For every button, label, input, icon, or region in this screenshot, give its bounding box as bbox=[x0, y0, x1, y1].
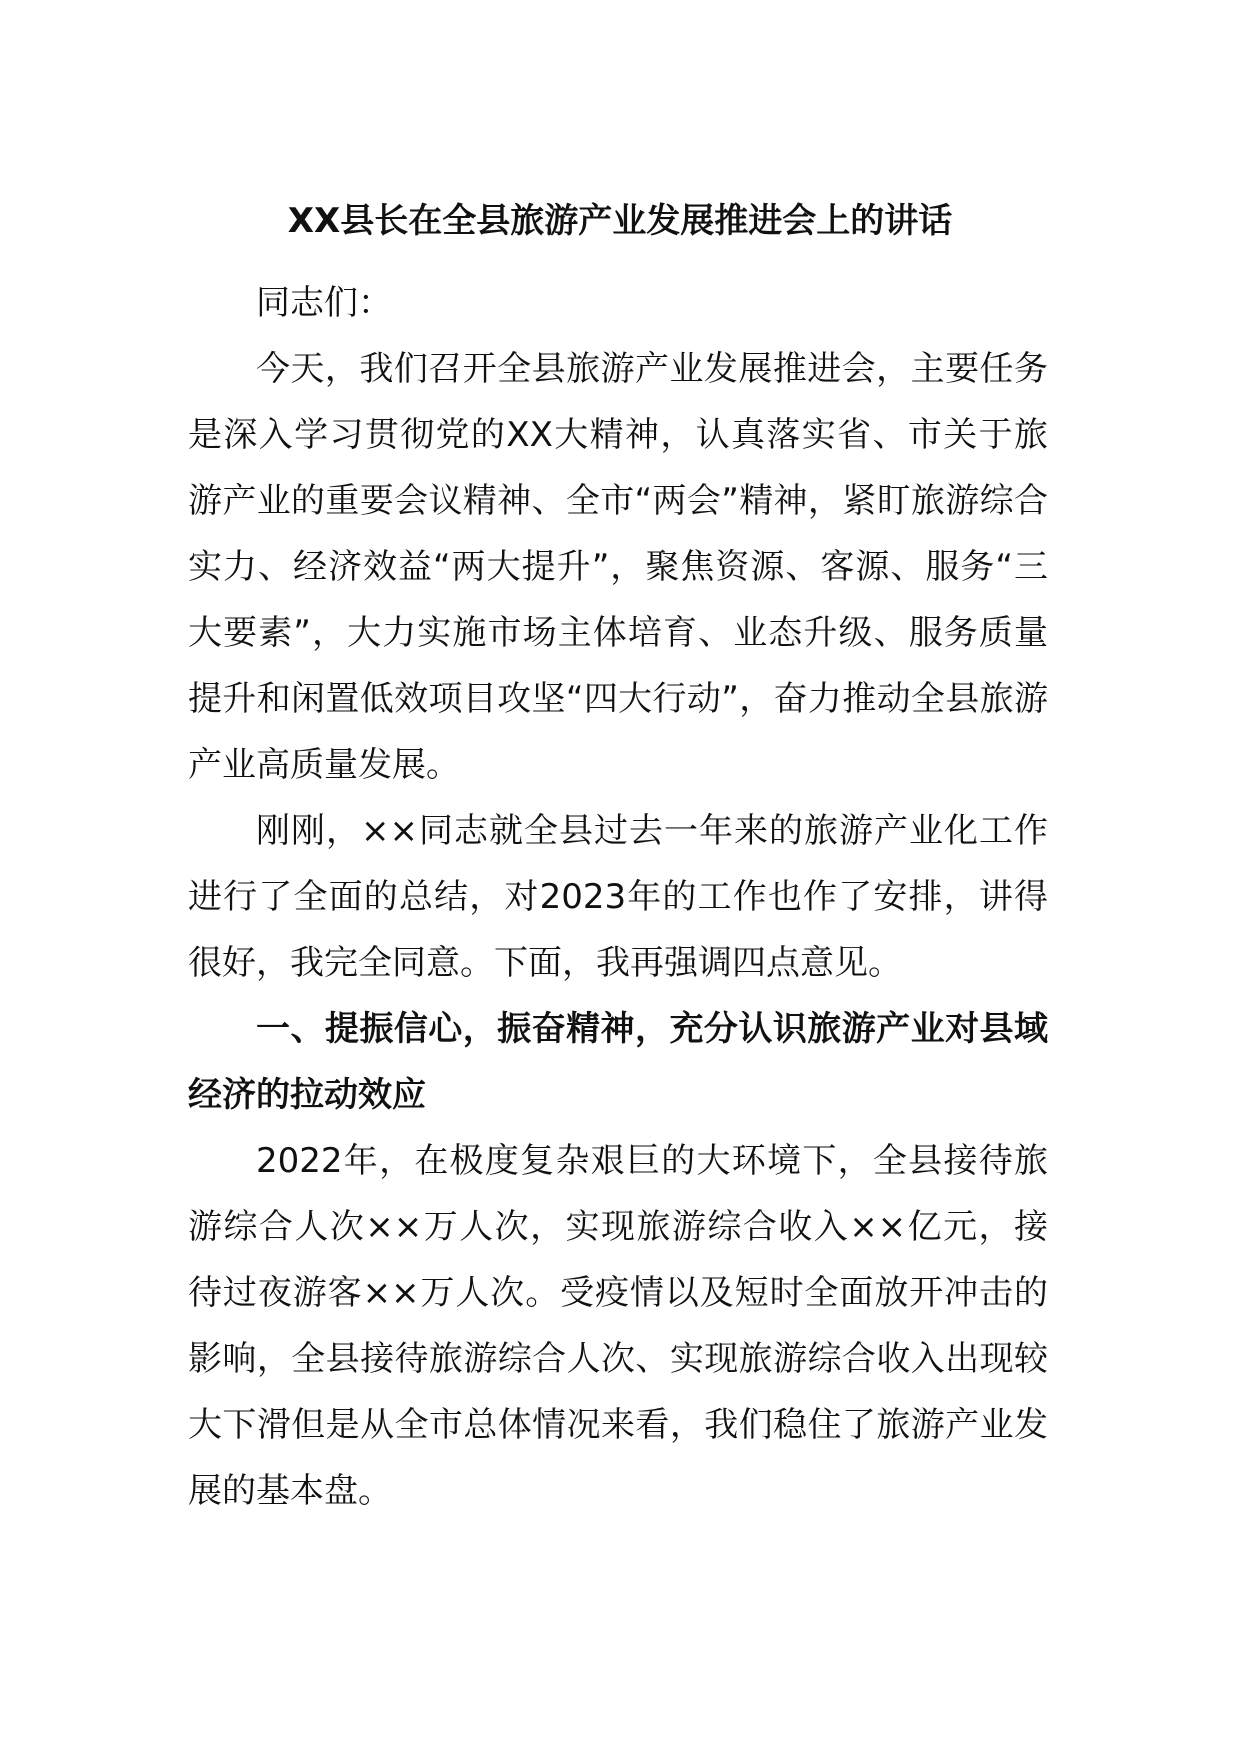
document-title: XX县长在全县旅游产业发展推进会上的讲话 bbox=[287, 201, 953, 241]
salutation: 同志们： bbox=[256, 283, 392, 323]
section-heading-1: 一、提振信心，振奋精神，充分认识旅游产业对县域经济的拉动效应 bbox=[188, 1009, 1048, 1115]
body-paragraph-2: 刚刚，××同志就全县过去一年来的旅游产业化工作进行了全面的总结，对2023年的工作也作了安排，讲得很好，我完全同意。下面，我再强调四点意见。 bbox=[188, 811, 1048, 983]
section-1-paragraph: 2022年，在极度复杂艰巨的大环境下，全县接待旅游综合人次××万人次，实现旅游综合收入××亿元，接待过夜游客××万人次。受疫情以及短时全面放开冲击的影响，全县接待旅游综合人次、实现旅游综合收入出现较大下滑但是从全市总体情况来看，我们稳住了旅游产业发展的基本盘。 bbox=[188, 1141, 1048, 1511]
body-paragraph-1: 今天，我们召开全县旅游产业发展推进会，主要任务是深入学习贯彻党的XX大精神，认真落实省、市关于旅游产业的重要会议精神、全市“两会”精神，紧盯旅游综合实力、经济效益“两大提升”，聚焦资源、客源、服务“三大要素”，大力实施市场主体培育、业态升级、服务质量提升和闲置低效项目攻坚“四大行动”，奋力推动全县旅游产业高质量发展。 bbox=[188, 349, 1048, 785]
document-body bbox=[188, 270, 1048, 1524]
